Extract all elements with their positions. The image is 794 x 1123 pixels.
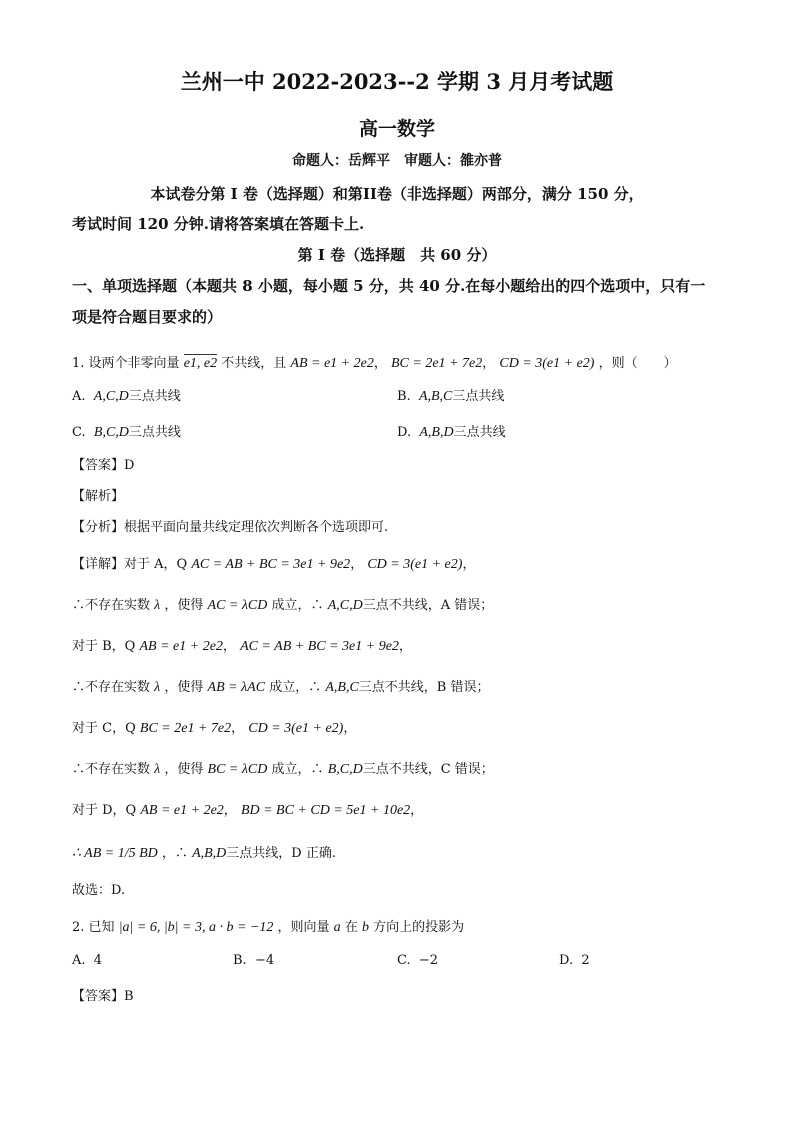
q1-eq-bc: BC = 2e1 + 7e2 — [391, 356, 483, 371]
q1-detail-a-line1: 【详解】对于 A，Q AC = AB + BC = 3e1 + 9e2， CD = 3(e1 + e2)， — [72, 557, 476, 572]
q1-detail-d-line2: ∴ AB = 1/5 BD ，∴ A,B,D三点共线，D 正确. — [72, 846, 336, 861]
option-letter: A. — [72, 389, 86, 404]
option-points: A,B,D — [419, 425, 454, 440]
q2-option-a: A. 4 — [72, 953, 103, 968]
part-instructions-line1: 一、单项选择题（本题共 8 小题，每小题 5 分，共 40 分.在每小题给出的四个选项中，只有一 — [72, 277, 706, 295]
part-instructions-line2: 项是符合题目要求的） — [72, 308, 223, 326]
q1-detail-a-line2: ∴不存在实数 λ ，使得 AC = λCD 成立，∴ A,C,D三点不共线，A 错误； — [72, 598, 494, 613]
q1-detail-b-line2: ∴不存在实数 λ ，使得 AB = λAC 成立，∴ A,B,C三点不共线，B 错误； — [72, 680, 490, 695]
option-letter: D. — [397, 425, 412, 440]
q1-fenxi: 【分析】根据平面向量共线定理依次判断各个选项即可. — [72, 520, 389, 535]
exam-intro-line2: 考试时间 120 分钟.请将答案填在答题卡上. — [72, 215, 365, 233]
q1-stem-text-c: ，则（ ） — [598, 356, 677, 371]
option-text: 三点共线 — [453, 425, 506, 440]
q2-stem: 2. 已知 |a| = 6, |b| = 3, a · b = −12 ，则向量 a 在 b 方向上的投影为 — [72, 920, 465, 935]
option-text: 三点共线 — [128, 389, 181, 404]
option-letter: C. — [72, 425, 86, 440]
q2-option-b: B. −4 — [233, 953, 275, 968]
q1-answer: 【答案】D — [72, 458, 135, 473]
option-letter: B. — [397, 389, 411, 404]
q1-eq-cd: CD = 3(e1 + e2) — [499, 356, 595, 371]
section-title: 第 I 卷（选择题 共 60 分） — [297, 246, 497, 264]
q1-option-b — [397, 385, 504, 405]
q1-detail-b-line1: 对于 B，Q AB = e1 + 2e2， AC = AB + BC = 3e1 + 9e2， — [72, 639, 412, 654]
option-text: 三点共线 — [128, 425, 181, 440]
q1-detail-c-line1: 对于 C，Q BC = 2e1 + 7e2， CD = 3(e1 + e2)， — [72, 721, 357, 736]
q1-eq-ab: AB = e1 + 2e2 — [290, 356, 374, 371]
q1-detail-d-line1: 对于 D，Q AB = e1 + 2e2， BD = BC + CD = 5e1 + 10e2， — [72, 803, 424, 818]
q1-detail-c-line2: ∴不存在实数 λ ，使得 BC = λCD 成立，∴ B,C,D三点不共线，C 错误； — [72, 762, 494, 777]
option-points: A,B,C — [418, 389, 453, 404]
option-points: A,C,D — [93, 389, 129, 404]
exam-intro-line1: 本试卷分第 I 卷（选择题）和第II卷（非选择题）两部分，满分 150 分， — [150, 185, 644, 203]
q2-option-c: C. −2 — [397, 953, 439, 968]
exam-authors: 命题人：岳辉平 审题人：雒亦普 — [292, 153, 502, 169]
q1-stem-vars: e1, e2 — [183, 356, 218, 371]
q1-stem-text-a: 1. 设两个非零向量 — [72, 356, 180, 371]
q1-analysis-label: 【解析】 — [72, 489, 125, 504]
q1-option-a — [72, 385, 181, 405]
q1-conclusion: 故选：D. — [72, 883, 126, 898]
exam-title: 兰州一中 2022-2023--2 学期 3 月月考试题 — [180, 69, 614, 94]
q1-stem-text-b: 不共线，且 — [221, 356, 287, 371]
q1-option-d — [397, 421, 506, 441]
option-points: B,C,D — [93, 425, 129, 440]
q1-stem: 1. 设两个非零向量 e1, e2 不共线，且 AB = e1 + 2e2， BC = 2e1 + 7e2， CD = 3(e1 + e2) ，则（ ） — [72, 356, 677, 371]
exam-subject: 高一数学 — [358, 118, 435, 140]
q1-option-c — [72, 421, 181, 441]
q2-answer: 【答案】B — [72, 989, 134, 1004]
q2-option-d: D. 2 — [559, 953, 590, 968]
option-text: 三点共线 — [452, 389, 505, 404]
